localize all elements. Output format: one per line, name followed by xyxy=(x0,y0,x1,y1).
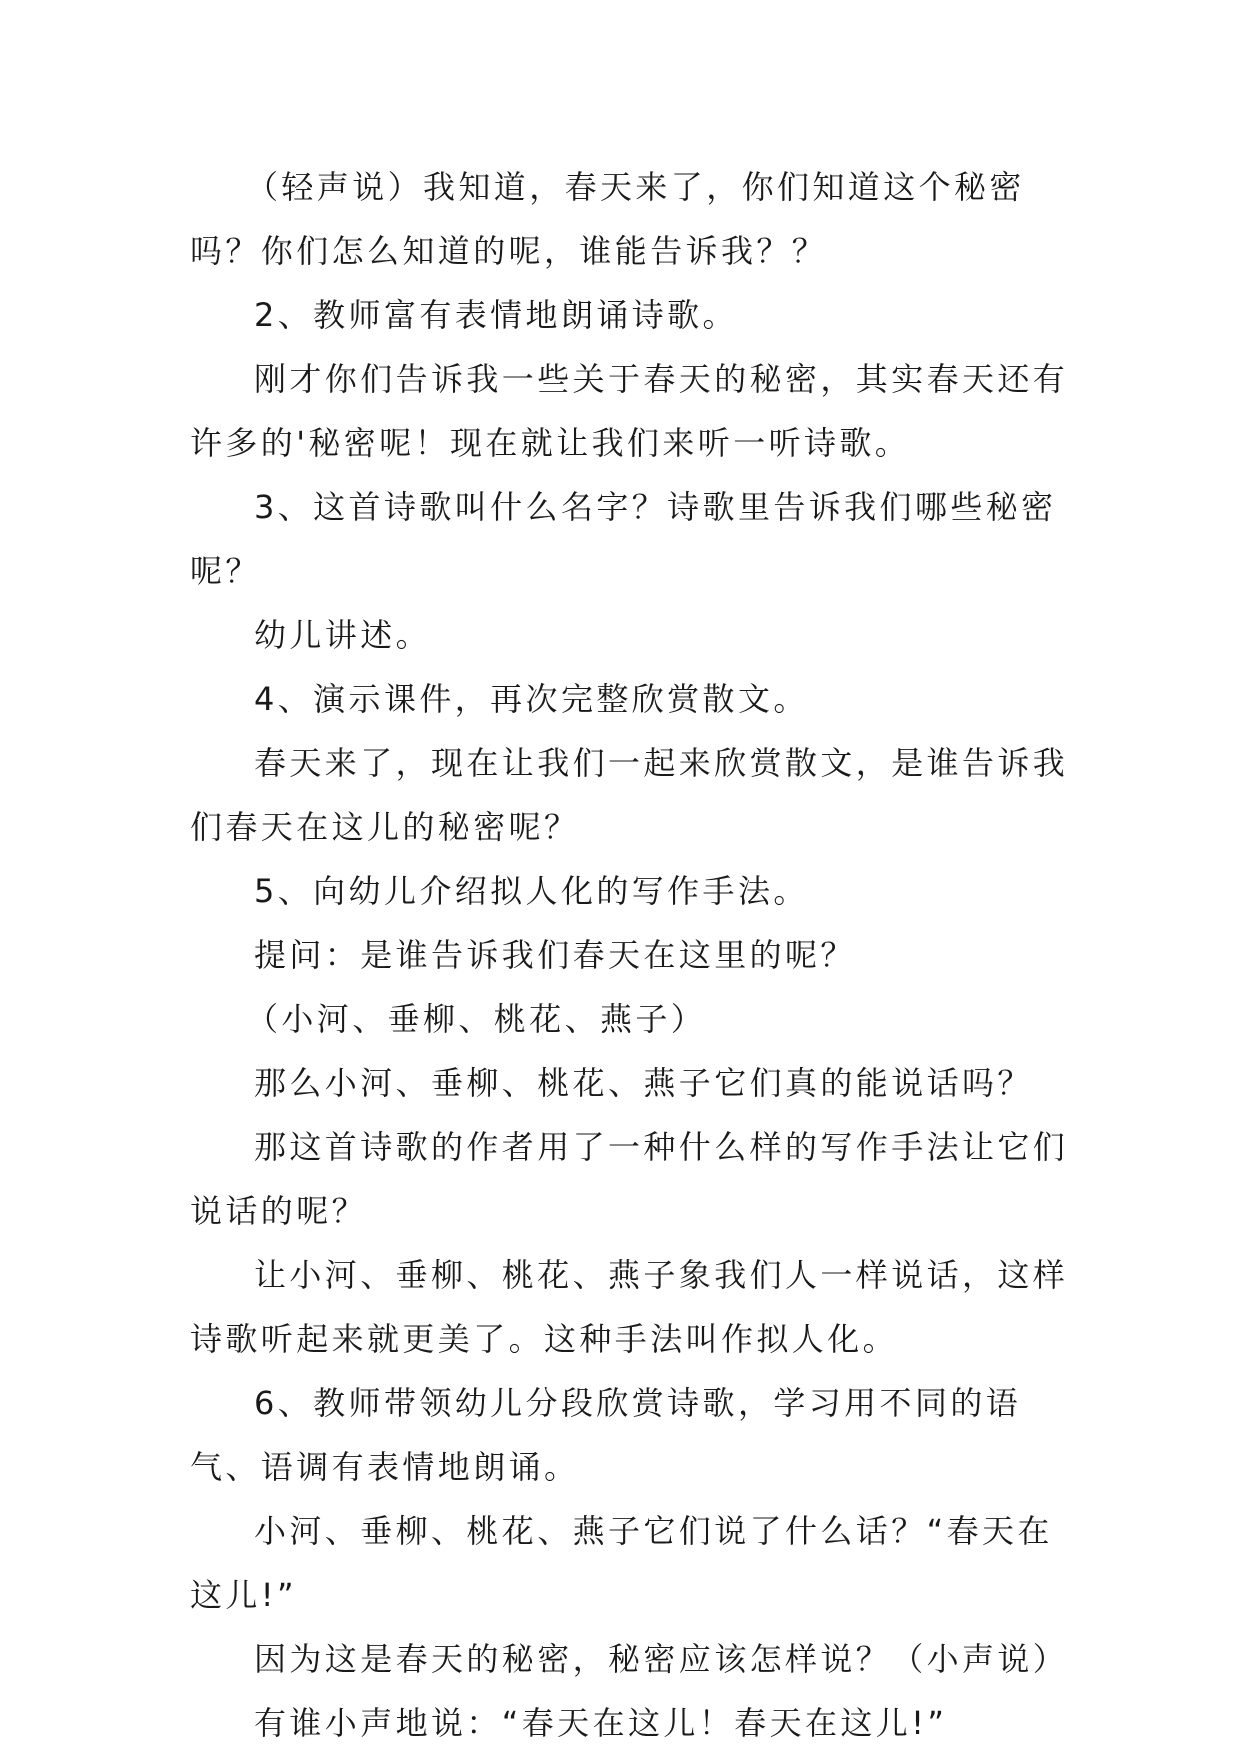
paragraph: 提问：是谁告诉我们春天在这里的呢？ xyxy=(254,936,856,974)
paragraph: 小河、垂柳、桃花、燕子它们说了什么话？“春天在这儿!” xyxy=(190,1512,1053,1614)
paragraph: 让小河、垂柳、桃花、燕子象我们人一样说话，这样诗歌听起来就更美了。这种手法叫作拟人化。 xyxy=(190,1256,1069,1358)
paragraph: 3、这首诗歌叫什么名字？诗歌里告诉我们哪些秘密呢？ xyxy=(190,488,1057,590)
paragraph: 4、演示课件，再次完整欣赏散文。 xyxy=(254,680,809,718)
paragraph: 因为这是春天的秘密，秘密应该怎样说？（小声说） xyxy=(254,1640,1069,1678)
paragraph: 6、教师带领幼儿分段欣赏诗歌，学习用不同的语气、语调有表情地朗诵。 xyxy=(190,1384,1022,1486)
document-body xyxy=(190,155,1070,1755)
paragraph: 有谁小声地说：“春天在这儿！春天在这儿!” xyxy=(254,1704,948,1742)
paragraph: 那么小河、垂柳、桃花、燕子它们真的能说话吗？ xyxy=(254,1064,1033,1102)
paragraph: 那这首诗歌的作者用了一种什么样的写作手法让它们说话的呢？ xyxy=(190,1128,1069,1230)
paragraph: 幼儿讲述。 xyxy=(254,616,432,654)
paragraph: 2、教师富有表情地朗诵诗歌。 xyxy=(254,296,738,334)
paragraph: 春天来了，现在让我们一起来欣赏散文，是谁告诉我们春天在这儿的秘密呢？ xyxy=(190,744,1069,846)
paragraph: （小河、垂柳、桃花、燕子） xyxy=(246,1000,707,1038)
paragraph: 刚才你们告诉我一些关于春天的秘密，其实春天还有许多的'秘密呢！现在就让我们来听一听诗歌。 xyxy=(190,360,1069,462)
paragraph: （轻声说）我知道，春天来了，你们知道这个秘密吗？你们怎么知道的呢，谁能告诉我？？ xyxy=(190,168,1025,270)
paragraph: 5、向幼儿介绍拟人化的写作手法。 xyxy=(254,872,809,910)
